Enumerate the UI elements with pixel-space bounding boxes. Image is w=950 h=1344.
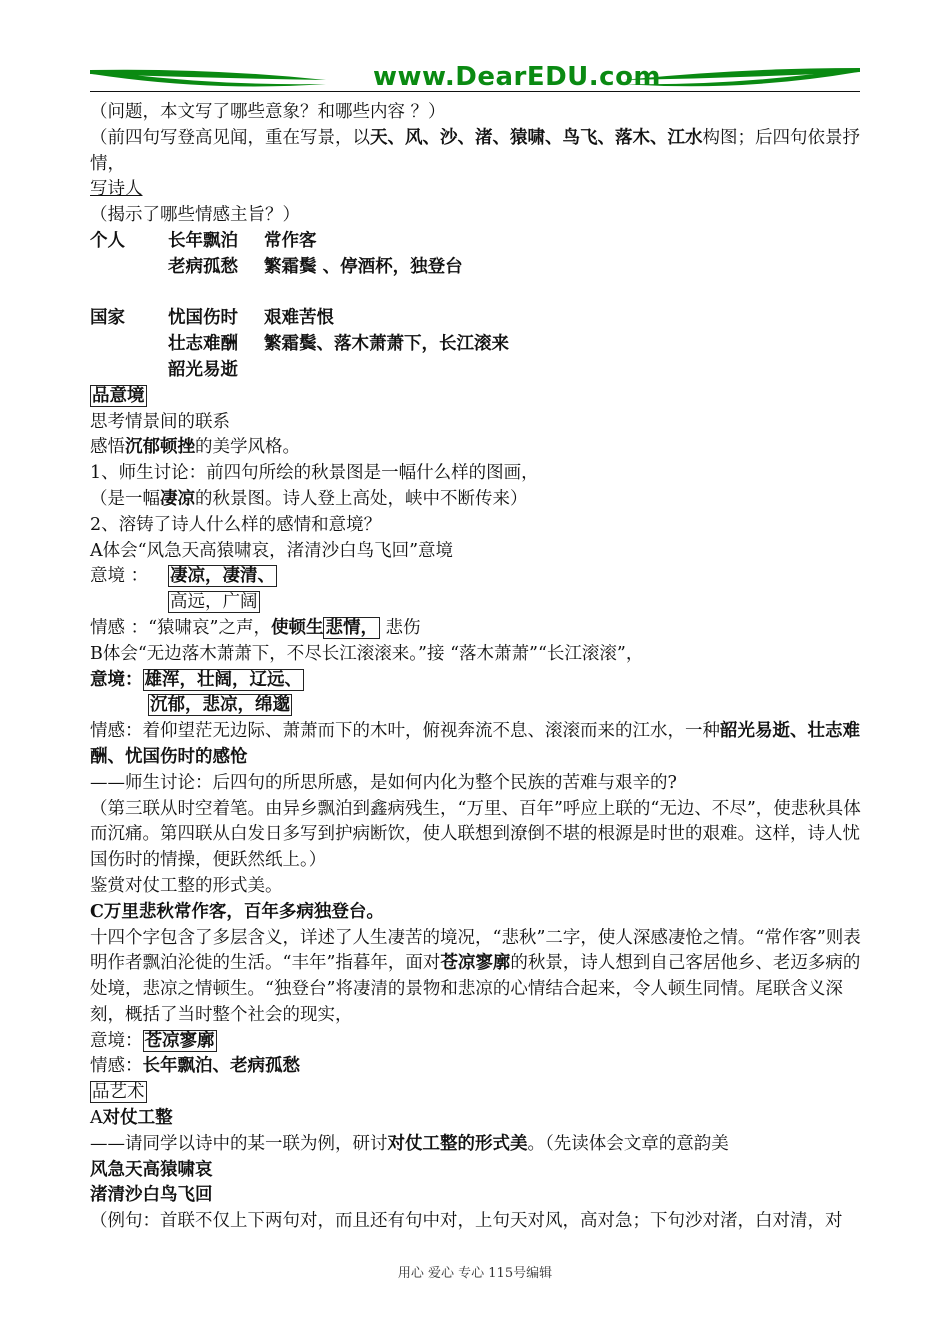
text-line: ——请同学以诗中的某一联为例，研讨对仗工整的形式美。（先读体会文章的意韵美 xyxy=(90,1133,729,1154)
emotion-row: 壮志难酬 繁霜鬓、落木萧萧下，长江滚来 xyxy=(168,334,509,355)
text-paragraph: 情感：着仰望茫无边际、萧萧而下的木叶，俯视奔流不息、滚滚而来的江水，一种韶光易逝、壮志难酬、忧国伤时的感怆 xyxy=(90,721,860,767)
text-line: 风急天高猿啸哀 xyxy=(90,1159,213,1180)
text-line: ——师生讨论：后四句的所思所感，是如何内化为整个民族的苦难与艰辛的? xyxy=(90,772,677,793)
text-line: B体会“无边落木萧萧下，不尽长江滚滚来。”接 “落木萧萧”“长江滚滚”， xyxy=(90,643,644,664)
section-heading: 品艺术 xyxy=(92,1082,145,1103)
text-line: 感悟沉郁顿挫的美学风格。 xyxy=(90,437,300,458)
document-body xyxy=(90,100,862,1235)
section-heading: 品意境 xyxy=(92,385,145,406)
text-paragraph: （前四句写登高见闻，重在写景，以天、风、沙、渚、猿啸、鸟飞、落木、江水构图；后四句依景抒情， xyxy=(90,127,860,174)
emotion-row: 老病孤愁 繁霜鬓 、停酒杯，独登台 xyxy=(168,256,463,277)
text-line: 鉴赏对仗工整的形式美。 xyxy=(90,875,283,896)
text-line: A体会“风急天高猿啸哀，渚清沙白鸟飞回”意境 xyxy=(90,540,454,561)
site-logo[interactable]: www.DearEDU.com xyxy=(372,62,662,92)
text-line: 渚清沙白鸟飞回 xyxy=(90,1185,213,1206)
emotion-row: 个人 长年飘泊 常作客 xyxy=(90,230,317,251)
text-paragraph: 十四个字包含了多层含义，详述了人生凄苦的境况，“悲秋”二字，使人深感凄怆之情。“常作客”则表明作者飘泊沦徙的生活。“丰年”指暮年，面对苍凉寥廓的秋景，诗人想到自己客居他乡、老迈多病的处境，悲凉之情顿生。“独登台”将凄清的景物和悲凉的心情结合起来，令人顿生同情。尾联含义深刻，概括了当时整个社会的现实， xyxy=(90,927,861,1025)
text-line: 意境： 苍凉寥廓 xyxy=(90,1030,215,1051)
emotion-row: 韶光易逝 xyxy=(168,359,238,380)
emotion-row: 国家 忧国伤时 艰难苦恨 xyxy=(90,308,334,329)
text-line: 意境 ： 凄凉，凄清、 xyxy=(90,566,275,587)
text-line: （揭示了哪些情感主旨？） xyxy=(90,205,300,226)
text-line: 思考情景间的联系 xyxy=(90,411,230,432)
header-rule xyxy=(90,91,860,92)
text-line: C万里悲秋常作客，百年多病独登台。 xyxy=(90,901,384,922)
text-line: A对仗工整 xyxy=(90,1108,173,1129)
text-line: 2、溶铸了诗人什么样的感情和意境？ xyxy=(90,514,382,535)
page-footer: 用心 爱心 专心 115号编辑 xyxy=(397,1266,553,1281)
text-line: 情感：长年飘泊、老病孤愁 xyxy=(90,1056,300,1077)
text-line: （例句：首联不仅上下两句对，而且还有句中对，上句天对风，高对急；下句沙对渚，白对清，对 xyxy=(90,1211,843,1232)
text-line: 1、师生讨论：前四句所绘的秋景图是一幅什么样的图画， xyxy=(90,463,539,484)
text-line: 意境： 雄浑，壮阔，辽远、 xyxy=(90,669,302,690)
text-paragraph: （第三联从时空着笔。由异乡飘泊到鑫病残生，“万里、百年”呼应上联的“无边、不尽”，使悲秋具体而沉痛。第四联从白发日多写到护病断饮，使人联想到潦倒不堪的根源是时世的艰难。这样，诗人忧国伤时的情操，便跃然纸上。） xyxy=(90,798,861,871)
underlined-text: 写诗人 xyxy=(90,179,143,200)
text-line: （是一幅凄凉的秋景图。诗人登上高处，峡中不断传来） xyxy=(90,488,528,509)
page-header xyxy=(90,56,860,96)
text-line: 沉郁，悲凉，绵邈 xyxy=(150,695,290,716)
text-line: 情感 ：“猿啸哀”之声，使顿生 悲情， 悲伤 xyxy=(90,617,421,638)
text-line: 高远，广阔 xyxy=(170,592,258,613)
text-line: （问题，本文写了哪些意象？和哪些内容 ？） xyxy=(90,102,446,122)
